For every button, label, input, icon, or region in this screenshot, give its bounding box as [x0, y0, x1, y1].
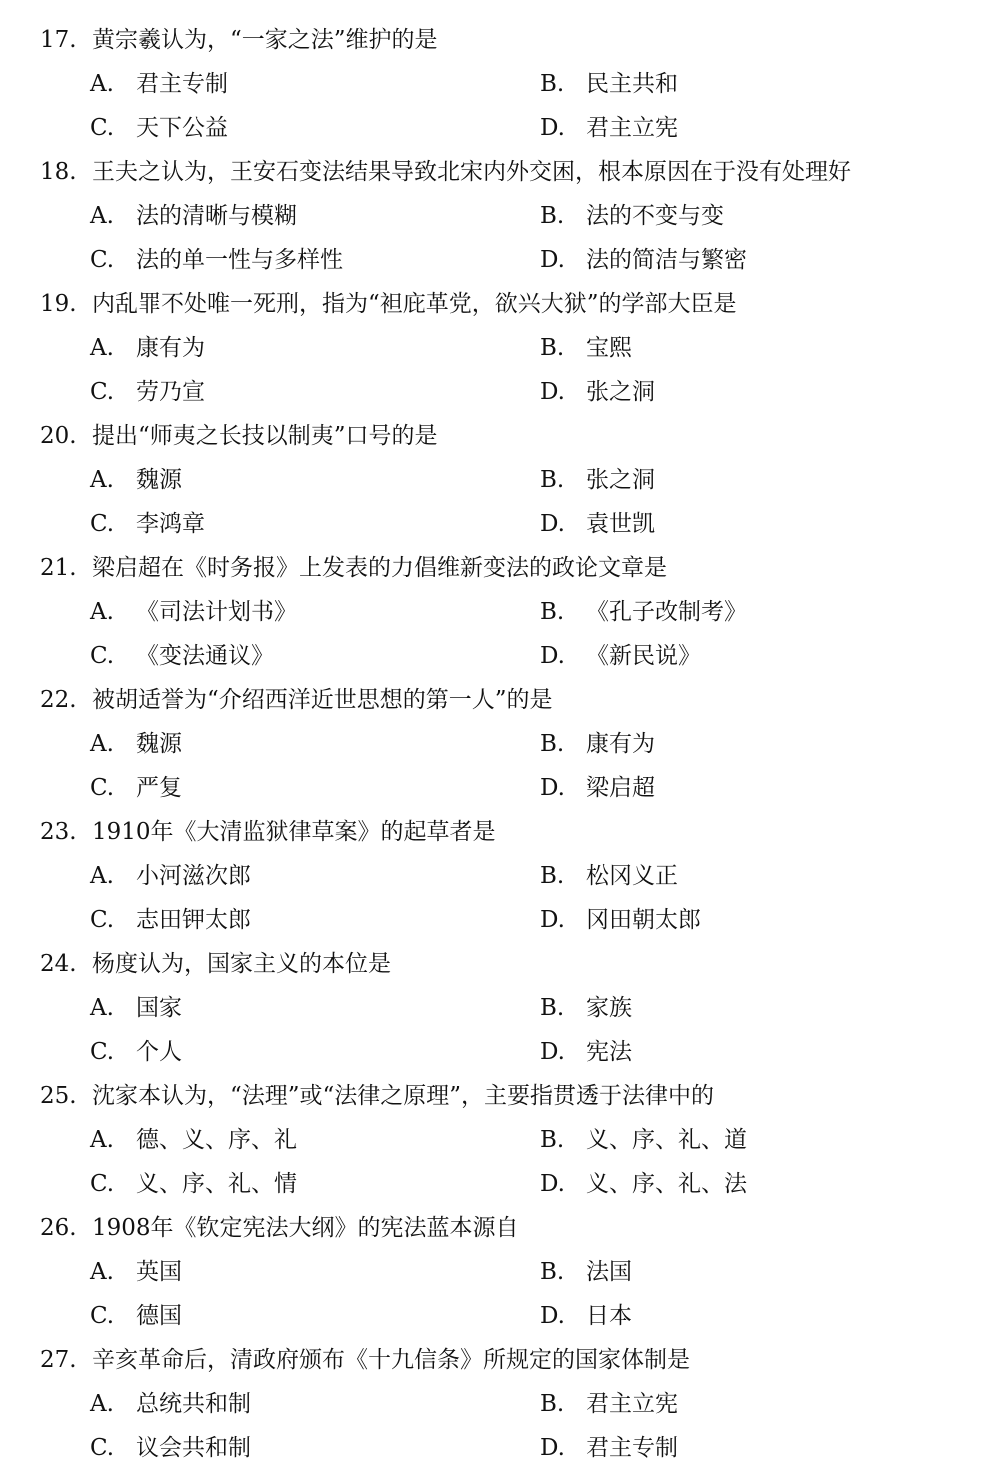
question-17 — [0, 18, 1000, 150]
option-letter: B. — [540, 203, 565, 229]
option-text: 张之洞 — [586, 379, 655, 405]
option-text: 《孔子改制考》 — [586, 599, 747, 625]
option-b — [540, 1382, 678, 1426]
question-text: 提出“师夷之长技以制夷”口号的是 — [92, 423, 438, 449]
option-c — [90, 1294, 182, 1338]
option-letter: C. — [90, 1303, 115, 1329]
option-letter: D. — [540, 1039, 565, 1065]
question-text: 辛亥革命后，清政府颁布《十九信条》所规定的国家体制是 — [92, 1347, 690, 1373]
option-a — [90, 326, 205, 370]
option-a — [90, 194, 297, 238]
option-d — [540, 502, 655, 546]
option-letter: B. — [540, 1259, 565, 1285]
option-letter: D. — [540, 247, 565, 273]
option-text: 宝熙 — [586, 335, 632, 361]
question-text: 内乱罪不处唯一死刑，指为“袒庇革党，欲兴大狱”的学部大臣是 — [92, 291, 737, 317]
option-b — [540, 590, 747, 634]
option-text: 君主立宪 — [586, 1391, 678, 1417]
question-number: 26. — [40, 1215, 77, 1241]
option-text: 魏源 — [136, 467, 182, 493]
option-text: 劳乃宣 — [136, 379, 205, 405]
option-c — [90, 238, 343, 282]
option-d — [540, 370, 655, 414]
option-letter: B. — [540, 1391, 565, 1417]
option-a — [90, 854, 251, 898]
question-stem — [40, 18, 438, 62]
question-number: 19. — [40, 291, 77, 317]
option-text: 严复 — [136, 775, 182, 801]
question-22 — [0, 678, 1000, 810]
option-letter: B. — [540, 335, 565, 361]
option-b — [540, 854, 678, 898]
question-text: 王夫之认为，王安石变法结果导致北宋内外交困，根本原因在于没有处理好 — [92, 159, 851, 185]
question-stem — [40, 414, 438, 458]
option-letter: B. — [540, 599, 565, 625]
question-25 — [0, 1074, 1000, 1206]
option-c — [90, 1162, 297, 1206]
option-letter: D. — [540, 775, 565, 801]
option-letter: C. — [90, 115, 115, 141]
option-text: 袁世凯 — [586, 511, 655, 537]
option-d — [540, 106, 678, 150]
question-18 — [0, 150, 1000, 282]
option-a — [90, 722, 182, 766]
option-letter: B. — [540, 731, 565, 757]
option-c — [90, 106, 228, 150]
option-letter: A. — [90, 731, 114, 757]
option-text: 张之洞 — [586, 467, 655, 493]
question-number: 22. — [40, 687, 77, 713]
question-20 — [0, 414, 1000, 546]
option-text: 德、义、序、礼 — [136, 1127, 297, 1153]
question-number: 17. — [40, 27, 77, 53]
question-stem — [40, 282, 737, 326]
option-c — [90, 766, 182, 810]
question-number: 20. — [40, 423, 77, 449]
option-text: 《新民说》 — [586, 643, 701, 669]
option-b — [540, 194, 724, 238]
option-letter: D. — [540, 1171, 565, 1197]
option-letter: C. — [90, 379, 115, 405]
option-letter: D. — [540, 1435, 565, 1461]
option-letter: A. — [90, 335, 114, 361]
option-b — [540, 722, 655, 766]
question-text: 1910年《大清监狱律草案》的起草者是 — [92, 819, 496, 845]
option-letter: A. — [90, 467, 114, 493]
option-c — [90, 634, 274, 678]
option-letter: D. — [540, 379, 565, 405]
option-letter: A. — [90, 1127, 114, 1153]
question-21 — [0, 546, 1000, 678]
question-number: 24. — [40, 951, 77, 977]
option-text: 义、序、礼、道 — [586, 1127, 747, 1153]
option-text: 家族 — [586, 995, 632, 1021]
option-text: 民主共和 — [586, 71, 678, 97]
option-letter: B. — [540, 1127, 565, 1153]
option-b — [540, 986, 632, 1030]
option-d — [540, 1426, 678, 1470]
question-stem — [40, 546, 667, 590]
option-text: 法国 — [586, 1259, 632, 1285]
question-number: 21. — [40, 555, 77, 581]
option-text: 法的不变与变 — [586, 203, 724, 229]
option-text: 君主专制 — [136, 71, 228, 97]
question-stem — [40, 810, 496, 854]
question-number: 27. — [40, 1347, 77, 1373]
option-b — [540, 1250, 632, 1294]
question-number: 25. — [40, 1083, 77, 1109]
option-letter: A. — [90, 599, 114, 625]
question-text: 1908年《钦定宪法大纲》的宪法蓝本源自 — [92, 1215, 519, 1241]
option-d — [540, 1294, 632, 1338]
option-text: 康有为 — [136, 335, 205, 361]
option-text: 魏源 — [136, 731, 182, 757]
question-text: 沈家本认为，“法理”或“法律之原理”，主要指贯透于法律中的 — [92, 1083, 715, 1109]
option-text: 梁启超 — [586, 775, 655, 801]
question-23 — [0, 810, 1000, 942]
option-letter: D. — [540, 907, 565, 933]
option-b — [540, 1118, 747, 1162]
option-d — [540, 766, 655, 810]
question-text: 被胡适誉为“介绍西洋近世思想的第一人”的是 — [92, 687, 553, 713]
option-c — [90, 370, 205, 414]
question-stem — [40, 942, 391, 986]
option-letter: C. — [90, 1039, 115, 1065]
option-text: 总统共和制 — [136, 1391, 251, 1417]
question-text: 杨度认为，国家主义的本位是 — [92, 951, 391, 977]
option-text: 英国 — [136, 1259, 182, 1285]
option-letter: B. — [540, 467, 565, 493]
option-letter: A. — [90, 203, 114, 229]
option-letter: C. — [90, 1171, 115, 1197]
option-letter: A. — [90, 863, 114, 889]
question-27 — [0, 1338, 1000, 1470]
option-letter: D. — [540, 511, 565, 537]
option-d — [540, 898, 701, 942]
option-text: 法的简洁与繁密 — [586, 247, 747, 273]
option-c — [90, 1030, 182, 1074]
option-letter: A. — [90, 995, 114, 1021]
option-text: 义、序、礼、情 — [136, 1171, 297, 1197]
question-stem — [40, 150, 851, 194]
option-text: 日本 — [586, 1303, 632, 1329]
option-a — [90, 1250, 182, 1294]
option-text: 《司法计划书》 — [136, 599, 297, 625]
option-letter: A. — [90, 71, 114, 97]
question-number: 18. — [40, 159, 77, 185]
option-letter: B. — [540, 995, 565, 1021]
option-text: 个人 — [136, 1039, 182, 1065]
option-c — [90, 898, 251, 942]
option-letter: D. — [540, 115, 565, 141]
option-text: 义、序、礼、法 — [586, 1171, 747, 1197]
option-text: 宪法 — [586, 1039, 632, 1065]
option-text: 君主立宪 — [586, 115, 678, 141]
question-stem — [40, 1206, 519, 1250]
option-a — [90, 986, 182, 1030]
option-letter: C. — [90, 247, 115, 273]
option-text: 议会共和制 — [136, 1435, 251, 1461]
option-letter: C. — [90, 775, 115, 801]
option-c — [90, 502, 205, 546]
option-text: 天下公益 — [136, 115, 228, 141]
question-26 — [0, 1206, 1000, 1338]
option-b — [540, 326, 632, 370]
option-d — [540, 634, 701, 678]
option-b — [540, 458, 655, 502]
option-text: 法的清晰与模糊 — [136, 203, 297, 229]
option-text: 君主专制 — [586, 1435, 678, 1461]
option-a — [90, 1382, 251, 1426]
option-letter: A. — [90, 1391, 114, 1417]
option-b — [540, 62, 678, 106]
question-stem — [40, 678, 553, 722]
option-text: 国家 — [136, 995, 182, 1021]
option-letter: C. — [90, 643, 115, 669]
option-letter: C. — [90, 907, 115, 933]
question-stem — [40, 1338, 690, 1382]
option-a — [90, 458, 182, 502]
option-a — [90, 1118, 297, 1162]
option-letter: B. — [540, 71, 565, 97]
option-text: 松冈义正 — [586, 863, 678, 889]
question-text: 梁启超在《时务报》上发表的力倡维新变法的政论文章是 — [92, 555, 667, 581]
question-19 — [0, 282, 1000, 414]
question-text: 黄宗羲认为，“一家之法”维护的是 — [92, 27, 438, 53]
question-stem — [40, 1074, 714, 1118]
option-text: 法的单一性与多样性 — [136, 247, 343, 273]
option-letter: D. — [540, 1303, 565, 1329]
option-text: 小河滋次郎 — [136, 863, 251, 889]
option-d — [540, 1162, 747, 1206]
option-a — [90, 590, 297, 634]
option-text: 康有为 — [586, 731, 655, 757]
option-text: 冈田朝太郎 — [586, 907, 701, 933]
option-letter: C. — [90, 1435, 115, 1461]
question-24 — [0, 942, 1000, 1074]
option-text: 志田钾太郎 — [136, 907, 251, 933]
option-d — [540, 1030, 632, 1074]
option-d — [540, 238, 747, 282]
option-text: 李鸿章 — [136, 511, 205, 537]
option-letter: A. — [90, 1259, 114, 1285]
option-letter: D. — [540, 643, 565, 669]
option-text: 《变法通议》 — [136, 643, 274, 669]
question-number: 23. — [40, 819, 77, 845]
option-letter: C. — [90, 511, 115, 537]
option-a — [90, 62, 228, 106]
option-letter: B. — [540, 863, 565, 889]
option-text: 德国 — [136, 1303, 182, 1329]
option-c — [90, 1426, 251, 1470]
